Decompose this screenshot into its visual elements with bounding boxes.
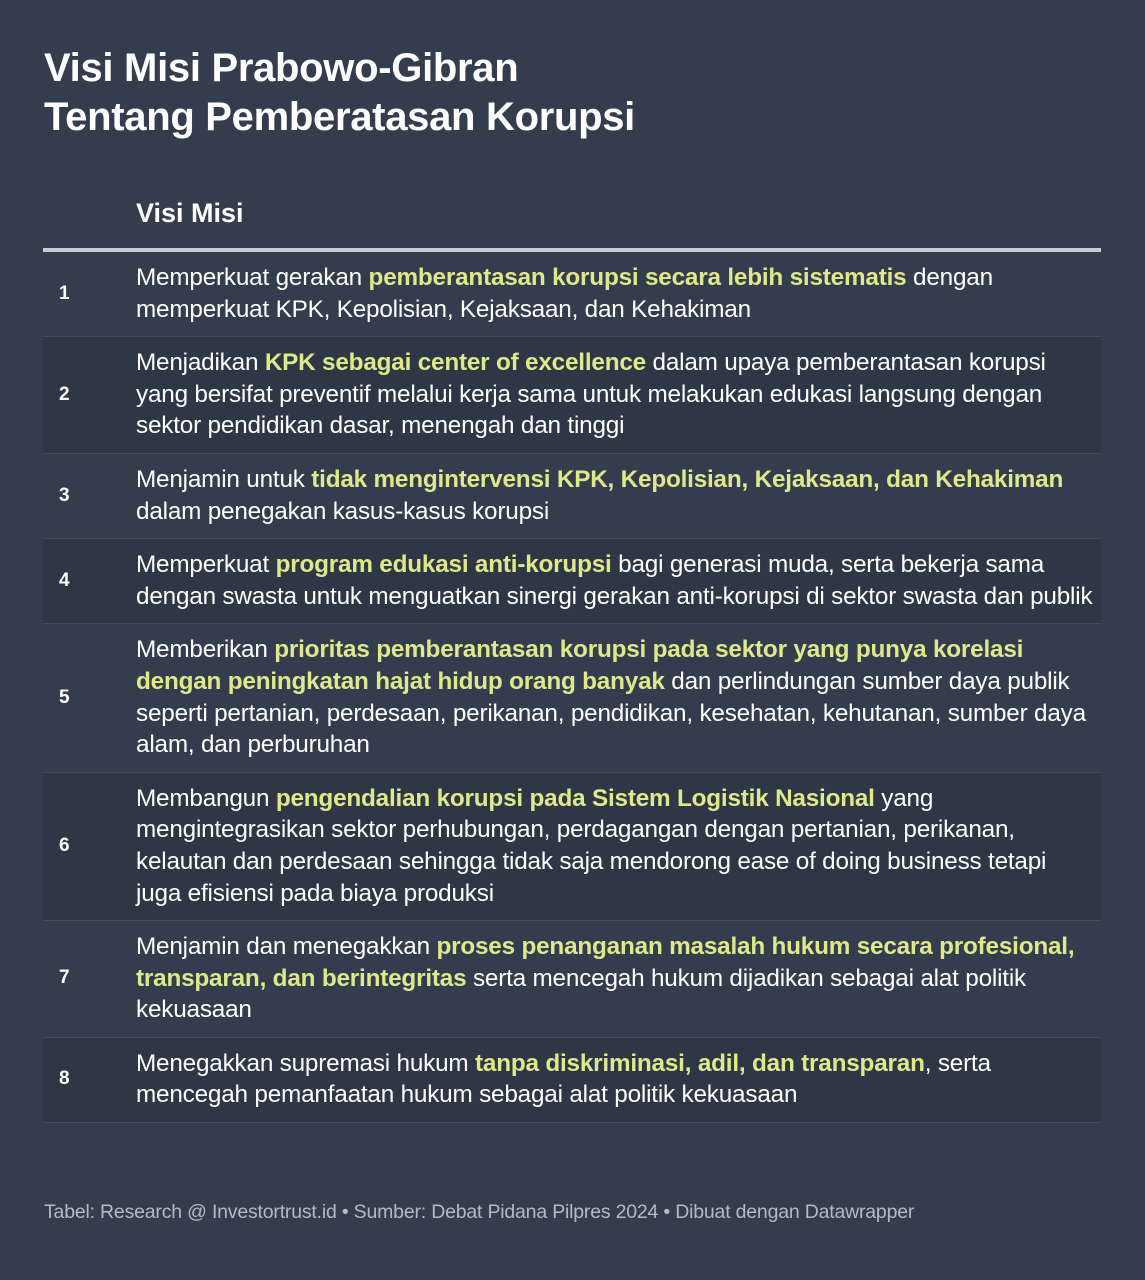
text-plain: Menegakkan supremasi hukum [136,1049,475,1077]
text-highlight: tidak mengintervensi KPK, Kepolisian, Kejaksaan, dan Kehakiman [311,465,1064,493]
row-text [136,347,1101,442]
text-plain: dan perlindungan sumber daya publik seperti pertanian, perdesaan, perikanan, pendidikan, kesehatan, kehutanan, sumber daya alam, dan perburuhan [136,667,1086,759]
text-plain: dalam penegakan kasus-kasus korupsi [136,497,550,525]
row-text [136,464,1101,527]
row-number: 8 [59,1068,70,1090]
row-number: 6 [59,834,70,856]
text-plain: bagi generasi muda, serta bekerja sama dengan swasta untuk menguatkan sinergi gerakan anti-korupsi di sektor swasta dan publik [136,551,1093,610]
text-plain: Memperkuat gerakan [136,264,369,291]
text-highlight: proses penanganan masalah hukum secara profesional, transparan, dan berintegritas [136,933,1075,992]
text-plain: dengan memperkuat KPK, Kepolisian, Kejaksaan, dan Kehakiman [136,264,993,323]
text-plain: Menjadikan [136,349,265,377]
row-text [136,262,1101,325]
row-text [136,931,1101,1026]
page-title [44,44,635,142]
text-plain: serta mencegah hukum dijadikan sebagai alat politik kekuasaan [136,964,1026,1024]
text-plain: Menjamin dan menegakkan [136,933,437,961]
row-number: 7 [59,967,70,989]
text-plain: Memperkuat [136,551,276,579]
text-plain: dalam upaya pemberantasan korupsi yang bersifat preventif melalui kerja sama untuk melakukan edukasi langsung dengan sektor pendidikan dasar, menengah dan tinggi [136,349,1046,440]
row-number: 2 [59,383,70,405]
footer-credits: Tabel: Research @ Investortrust.id • Sumber: Debat Pidana Pilpres 2024 • Dibuat dengan Datawrapper [44,1201,915,1223]
text-plain: , serta mencegah pemanfaatan hukum sebagai alat politik kekuasaan [136,1049,991,1109]
row-number: 1 [59,282,70,304]
table-row [43,539,1101,624]
text-plain: Menjamin untuk [136,465,312,493]
title-line-1: Visi Misi Prabowo-Gibran [44,46,519,90]
row-number: 3 [59,484,70,506]
title-line-2: Tentang Pemberatasan Korupsi [44,95,635,139]
table-header [43,190,1101,252]
row-text [136,783,1101,909]
table-row [43,1038,1101,1123]
table-row [43,454,1101,539]
vision-mission-table [43,190,1101,1123]
row-number: 5 [59,686,70,708]
text-highlight: pemberantasan korupsi secara lebih sistematis [368,264,907,291]
row-text [136,549,1101,612]
row-text [136,1048,1101,1111]
table-row [43,921,1101,1038]
text-plain: yang mengintegrasikan sektor perhubungan, perdagangan dengan pertanian, perikanan, kelautan dan perdesaan sehingga tidak saja mendorong ease of doing business tetapi juga efisiensi pada biaya produksi [136,784,1047,907]
text-highlight: pengendalian korupsi pada Sistem Logistik Nasional [275,784,875,812]
text-plain: Membangun [136,784,276,812]
text-highlight: tanpa diskriminasi, adil, dan transparan [474,1049,925,1077]
table-row [43,624,1101,772]
table-body [43,252,1101,1123]
table-row [43,252,1101,337]
text-plain: Memberikan [136,636,275,664]
table-row [43,773,1101,921]
table-row [43,337,1101,454]
row-number: 4 [59,569,70,591]
text-highlight: prioritas pemberantasan korupsi pada sektor yang punya korelasi dengan peningkatan hajat hidup orang banyak [136,636,1024,695]
text-highlight: KPK sebagai center of excellence [264,349,646,377]
row-text [136,634,1101,760]
text-highlight: program edukasi anti-korupsi [275,551,612,579]
column-header-visi-misi: Visi Misi [136,198,244,228]
